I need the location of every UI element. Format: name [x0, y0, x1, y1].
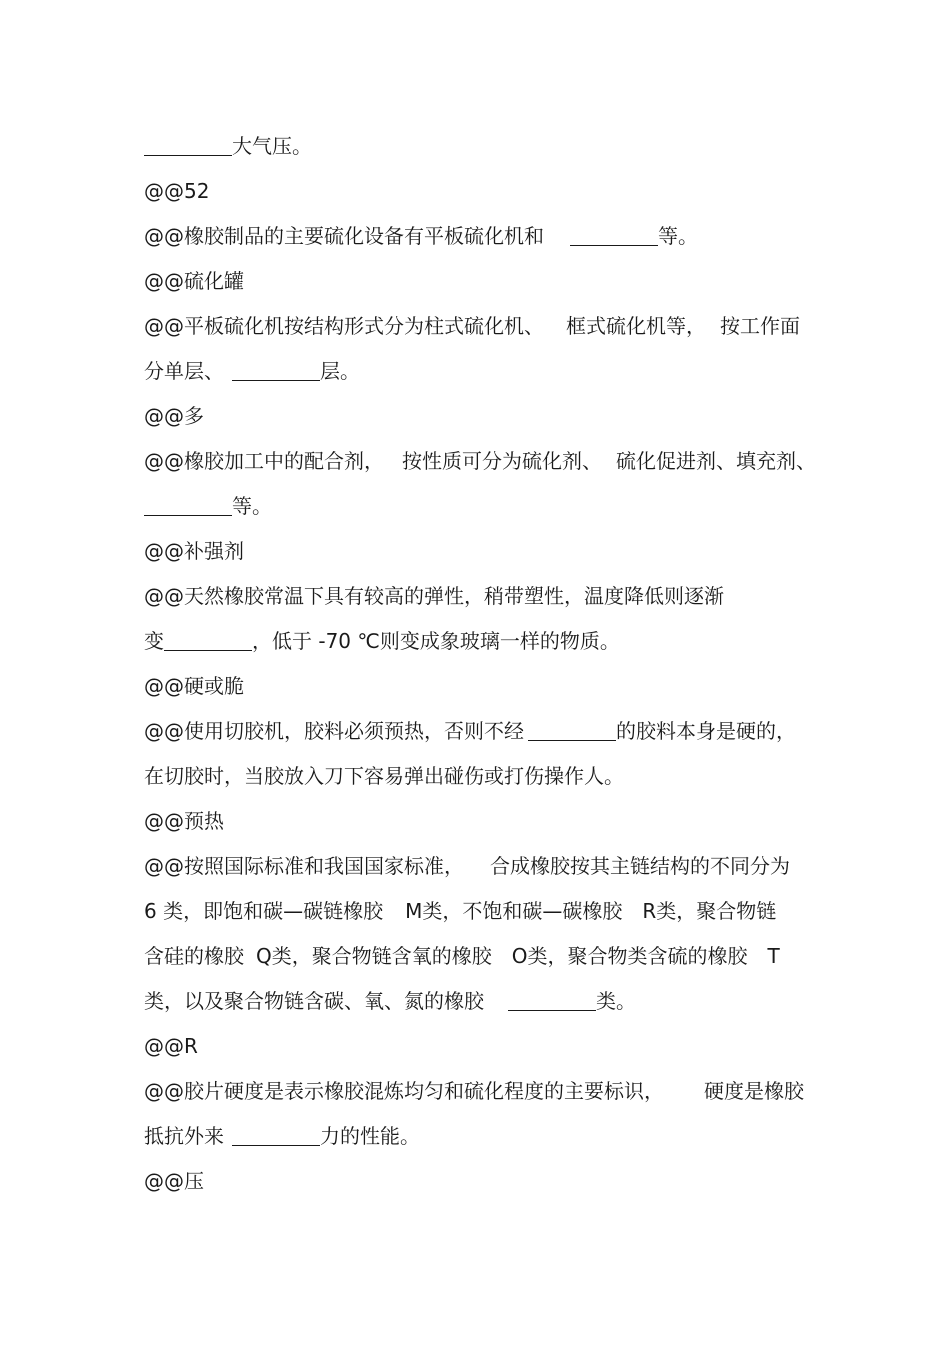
line-text: ，低于 -70 ℃则变成象玻璃一样的物质。 [252, 629, 620, 653]
question-line [144, 988, 636, 1014]
line-text: @@橡胶制品的主要硫化设备有平板硫化机和 [144, 224, 544, 248]
line-text: 类。 [596, 989, 636, 1013]
fill-blank [164, 630, 252, 651]
line-text: 层。 [320, 359, 360, 383]
question-line [144, 1123, 420, 1149]
line-text: 大气压。 [232, 134, 312, 158]
fill-blank [144, 495, 232, 516]
fill-blank [508, 990, 596, 1011]
line-text: 按工作面 [720, 314, 800, 338]
line-text: 框式硫化机等， [566, 314, 706, 338]
question-line: 在切胶时，当胶放入刀下容易弹出碰伤或打伤操作人。 [144, 764, 624, 788]
line-text: M类，不饱和碳—碳橡胶 [405, 899, 623, 923]
question-line [144, 358, 360, 384]
line-text: 类，以及聚合物链含碳、氧、氮的橡胶 [144, 989, 484, 1013]
line-text: 力的性能。 [320, 1124, 420, 1148]
question-line [144, 943, 780, 969]
fill-blank [528, 720, 616, 741]
fill-blank [144, 135, 232, 156]
line-text: 硫化促进剂、填充剂、 [616, 449, 816, 473]
answer-line: @@硫化罐 [144, 269, 244, 293]
question-line [144, 223, 698, 249]
answer-line: @@多 [144, 404, 204, 428]
question-line [144, 853, 790, 879]
line-text: 抵抗外来 [144, 1124, 224, 1148]
line-text: Q类，聚合物链含氧的橡胶 [256, 944, 492, 968]
line-text: 合成橡胶按其主链结构的不同分为 [490, 854, 790, 878]
line-text: @@使用切胶机，胶料必须预热，否则不经 [144, 719, 524, 743]
question-line [144, 133, 312, 159]
question-line [144, 313, 800, 339]
line-text: @@平板硫化机按结构形式分为柱式硫化机、 [144, 314, 544, 338]
fill-blank [232, 1125, 320, 1146]
question-line [144, 448, 816, 474]
line-text: 的胶料本身是硬的， [616, 719, 796, 743]
line-text: 含硅的橡胶 [144, 944, 244, 968]
answer-line: @@补强剂 [144, 539, 244, 563]
line-text: 6 类，即饱和碳—碳链橡胶 [144, 899, 384, 923]
fill-blank [570, 225, 658, 246]
line-text: @@胶片硬度是表示橡胶混炼均匀和硫化程度的主要标识， [144, 1079, 664, 1103]
answer-line: @@R [144, 1034, 198, 1058]
line-text: 分单层、 [144, 359, 224, 383]
line-text: R类，聚合物链 [642, 899, 777, 923]
answer-line: @@硬或脆 [144, 674, 244, 698]
question-line [144, 628, 620, 654]
answer-line: @@预热 [144, 809, 224, 833]
line-text: @@按照国际标准和我国国家标准， [144, 854, 464, 878]
answer-line: @@52 [144, 179, 210, 203]
line-text: 等。 [658, 224, 698, 248]
line-text: 硬度是橡胶 [704, 1079, 804, 1103]
line-text: T [767, 944, 780, 968]
fill-blank [232, 360, 320, 381]
question-line [144, 1078, 804, 1104]
line-text: 等。 [232, 494, 272, 518]
line-text: @@橡胶加工中的配合剂， [144, 449, 384, 473]
answer-line: @@压 [144, 1169, 204, 1193]
line-text: 按性质可分为硫化剂、 [402, 449, 602, 473]
question-line: @@天然橡胶常温下具有较高的弹性，稍带塑性，温度降低则逐渐 [144, 584, 724, 608]
question-line [144, 718, 796, 744]
line-text: 变 [144, 629, 164, 653]
question-line [144, 493, 272, 519]
question-line [144, 898, 776, 924]
line-text: O类，聚合物类含硫的橡胶 [511, 944, 748, 968]
